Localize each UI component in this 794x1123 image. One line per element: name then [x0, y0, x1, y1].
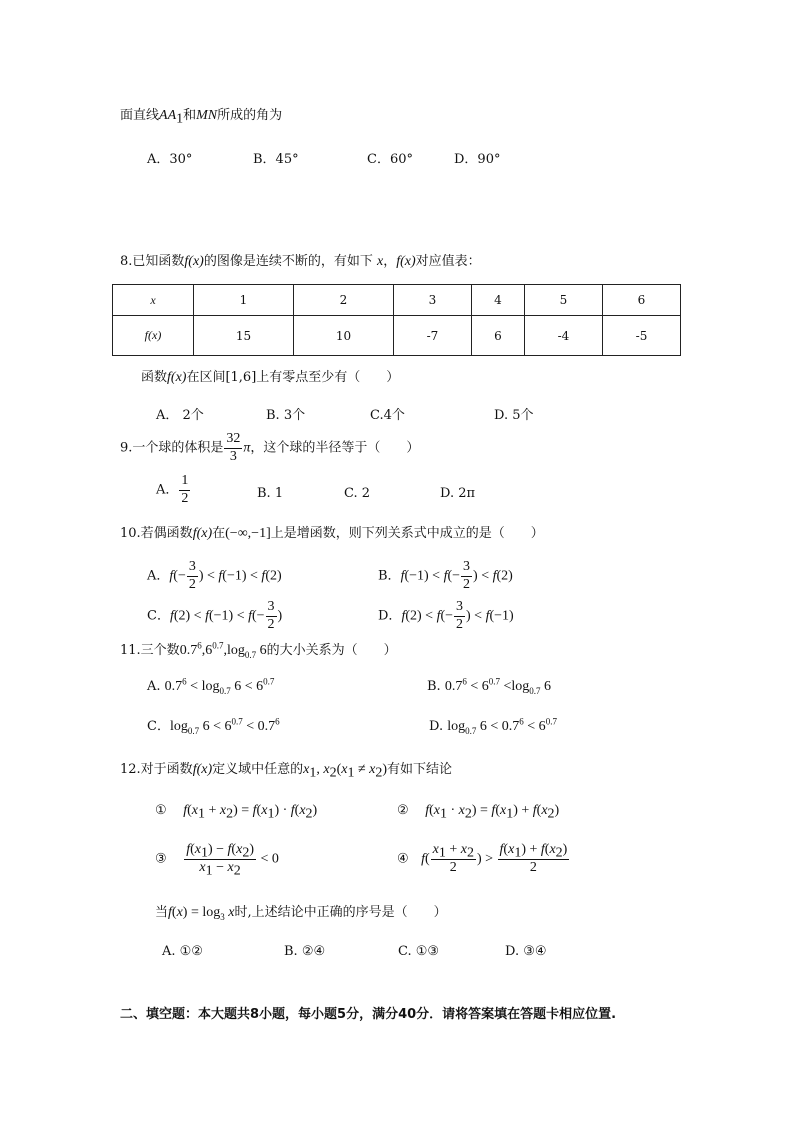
q10-option-a: A．f(− $\frac{3}{2}$ ) < f(−1) < f(2)	[147, 559, 282, 592]
table-row	[113, 316, 681, 356]
q8-option-b: B. 3个	[266, 408, 306, 423]
q8-stem: 8.已知函数f(x)的图像是连续不断的，有如下 x，f(x)对应值表：	[120, 254, 481, 269]
q12-stem: 12.对于函数f(x)定义域中任意的$x_1$, $x_2(x_1 \ne x_2)$有如下结论	[120, 762, 453, 781]
value-table	[112, 284, 681, 356]
q9-option-b: B. 1	[257, 486, 284, 501]
section-heading: 二、填空题：本大题共8小题，每小题5分，满分40分．请将答案填在答题卡相应位置.	[120, 1007, 617, 1022]
q12-option-d: D. ③④	[505, 944, 547, 959]
q8-option-c: C.4个	[370, 408, 405, 423]
q12-option-c: C. ①③	[398, 944, 440, 959]
q8-question: 函数f(x)在区间[1,6]上有零点至少有（ ）	[141, 370, 400, 385]
q7-stem: 面直线$AA_1$和MN所成的角为	[120, 108, 283, 127]
q12-conclusion-4: ④ f( $\frac{x_1 + x_2}{2}$ ) > $\frac{f(x_1) + f(x_2)}{2}$	[397, 842, 568, 875]
q9-option-c: C. 2	[344, 486, 371, 501]
table-row	[113, 285, 681, 316]
table-cell: 10	[293, 316, 393, 356]
q11-option-d: D. $\log_{0.7} 6 < 0.7^6 < 6^{0.7}$	[429, 716, 557, 736]
table-cell: -7	[393, 316, 471, 356]
q12-option-b: B. ②④	[284, 944, 326, 959]
q9-option-d: D. 2π	[440, 486, 476, 501]
table-cell: 6	[471, 316, 524, 356]
q9-option-a: A． $\frac{1}{2}$	[156, 473, 189, 506]
q11-option-c: C．$\log_{0.7} 6 < 6^{0.7} < 0.7^6$	[147, 716, 280, 736]
q10-option-d: D．f(2) < f(− $\frac{3}{2}$ ) < f(−1)	[378, 599, 514, 632]
q11-stem: 11.三个数$0.7^6,6^{0.7},\log_{0.7}$ 6的大小关系为（ ）	[120, 640, 397, 660]
q11-option-a: A. $0.7^6 < \log_{0.7} 6 < 6^{0.7}$	[147, 676, 275, 696]
q7-option-b: B．45°	[253, 152, 299, 167]
q10-stem: 10.若偶函数f(x)在(−∞,−1]上是增函数，则下列关系式中成立的是（ ）	[120, 526, 544, 541]
q7-option-d: D．90°	[454, 152, 501, 167]
q9-stem: 9.一个球的体积是 $\frac{32}{3}$ π，这个球的半径等于（ ）	[120, 431, 420, 464]
q12-option-a: A. ①②	[162, 944, 203, 959]
q8-option-a: A． 2个	[156, 408, 204, 423]
table-header-cell: x	[113, 285, 194, 316]
table-header-cell: 2	[293, 285, 393, 316]
table-row-label: f(x)	[113, 316, 194, 356]
table-header-cell: 1	[194, 285, 294, 316]
q12-conclusion-1: ① $f(x_1 + x_2) = f(x_1) \cdot f(x_2)$	[155, 803, 318, 822]
q12-condition: 当$f(x) = \log_3 x$时,上述结论中正确的序号是（ ）	[155, 905, 447, 922]
q11-option-b: B. $0.7^6 < 6^{0.7} <\log_{0.7}$ 6	[427, 676, 552, 696]
q8-option-d: D. 5个	[494, 408, 534, 423]
q7-option-a: A．30°	[147, 152, 193, 167]
q10-option-b: B．f(−1) < f(− $\frac{3}{2}$ ) < f(2)	[378, 559, 513, 592]
table-header-cell: 5	[524, 285, 602, 316]
table-cell: -4	[524, 316, 602, 356]
table-header-cell: 6	[602, 285, 680, 316]
q10-option-c: C．f(2) < f(−1) < f(− $\frac{3}{2}$ )	[147, 599, 283, 632]
q7-option-c: C．60°	[367, 152, 413, 167]
table-cell: 15	[194, 316, 294, 356]
table-cell: -5	[602, 316, 680, 356]
table-header-cell: 3	[393, 285, 471, 316]
q12-conclusion-2: ② $f(x_1 \cdot x_2) = f(x_1) + f(x_2)$	[397, 803, 560, 822]
q12-conclusion-3: ③ $\frac{f(x_1) - f(x_2)}{x_1 - x_2}$ < 0	[155, 842, 279, 879]
table-header-cell: 4	[471, 285, 524, 316]
